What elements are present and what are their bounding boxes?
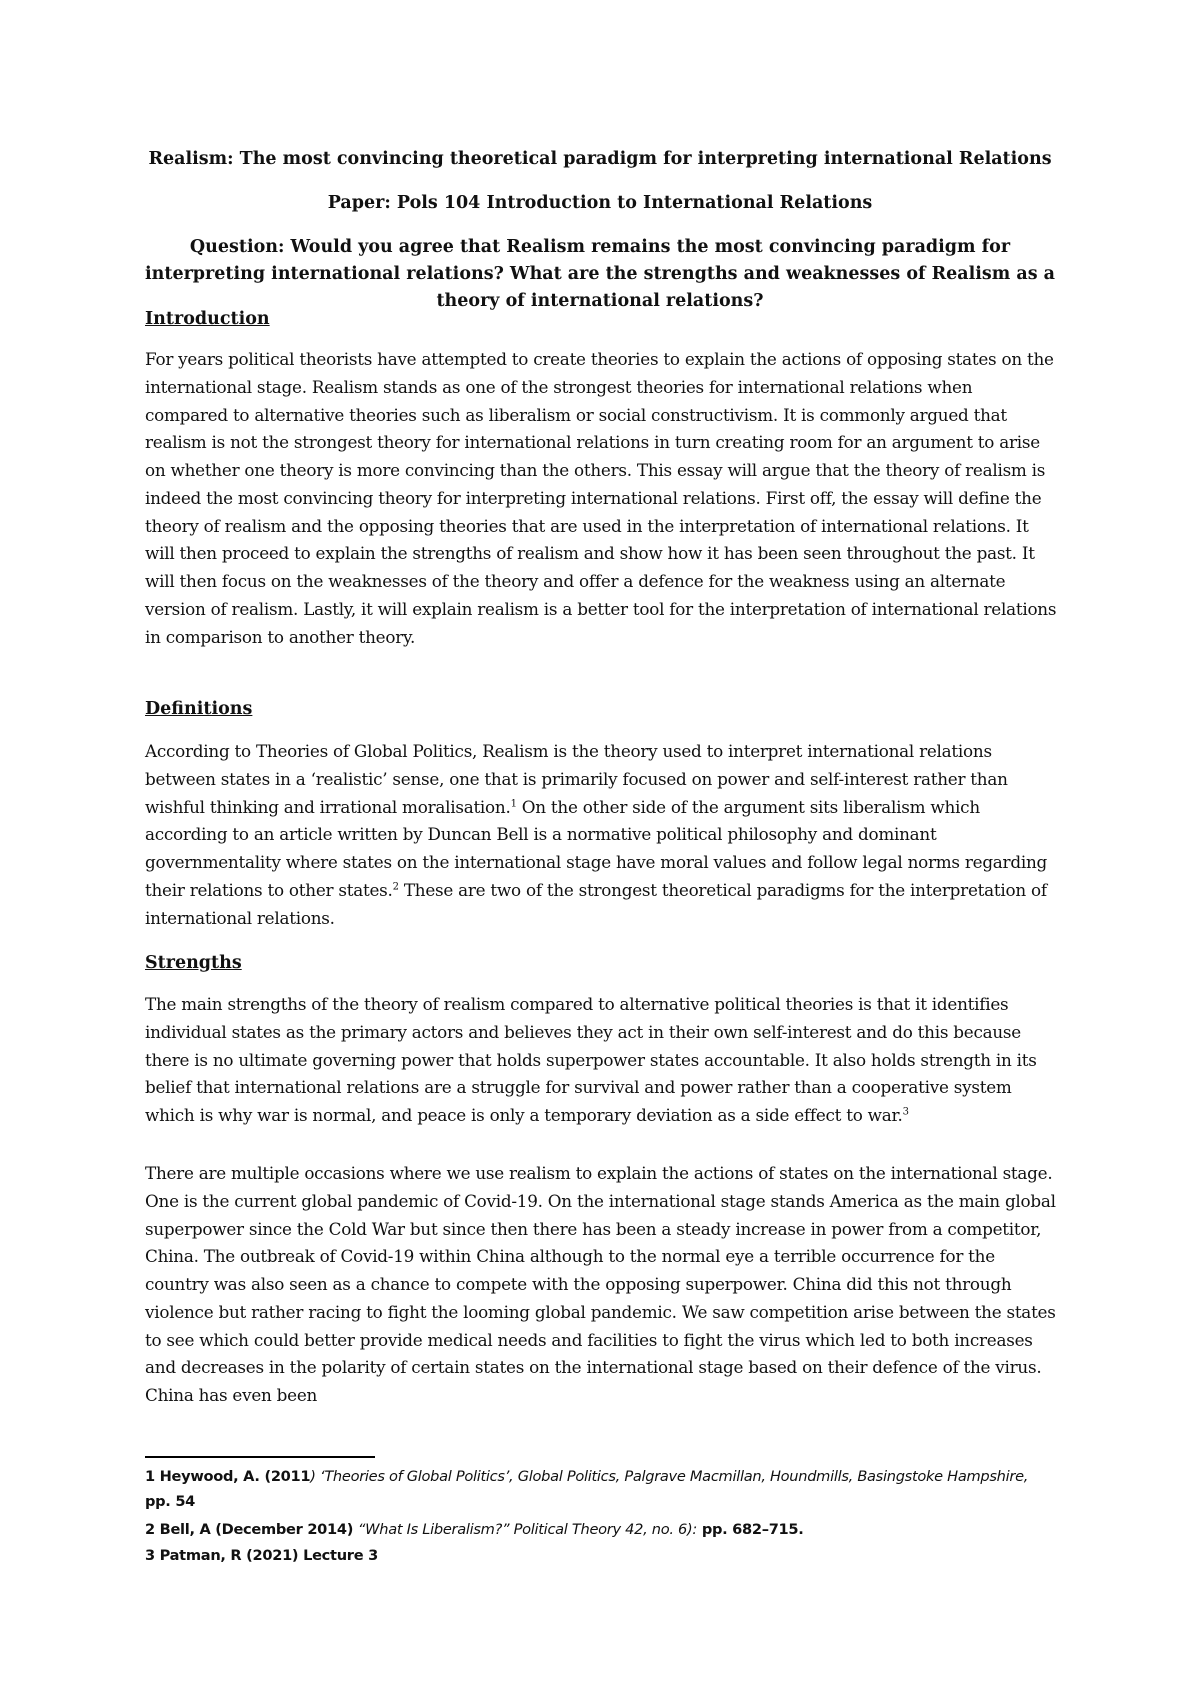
definitions-heading: Definitions [145, 699, 253, 719]
footnote-1-italic: ) ‘Theories of Global Politics’, Global Politics, Palgrave Macmillan, Houndmills, Basingstoke Hampshire, [310, 1468, 1029, 1485]
question-line: Question: Would you agree that Realism remains the most convincing paradigm for interpreting international relations? What are the strengths and weaknesses of Realism as a theory of international relations? [144, 237, 1056, 311]
definitions-paragraph [145, 738, 1057, 932]
definitions-text-3: These are two of the strongest theoretical paradigms for the interpretation of international relations. [145, 879, 1047, 928]
footnote-1-tail: pp. 54 [145, 1493, 196, 1510]
footnote-2 [145, 1517, 1057, 1542]
definitions-text-1: According to Theories of Global Politics, Realism is the theory used to interpret international relations between states in a ‘realistic’ sense, one that is primarily focused on power and self-interest rather than wishful thinking and irrational moralisation. [145, 741, 1008, 817]
strengths-text-1: The main strengths of the theory of realism compared to alternative political theories is that it identifies individual states as the primary actors and believes they act in their own self-interest and do this because there is no ultimate governing power that holds superpower states accountable. It also holds strength in its belief that international relations are a struggle for survival and power rather than a cooperative system which is why war is normal, and peace is only a temporary deviation as a side effect to war. [145, 994, 1037, 1125]
footnote-2-italic: “What Is Liberalism?” Political Theory 42, no. 6): [357, 1521, 698, 1538]
footnote-2-tail: pp. 682–715. [697, 1521, 804, 1538]
strengths-paragraph-1 [145, 991, 1057, 1130]
paper-line: Paper: Pols 104 Introduction to International Relations [327, 193, 873, 213]
footnote-1 [145, 1464, 1057, 1514]
footnote-ref-3: 3 [902, 1106, 909, 1118]
footnote-3-text: 3 Patman, R (2021) Lecture 3 [145, 1547, 378, 1564]
strengths-heading: Strengths [145, 953, 242, 973]
strengths-paragraph-2: There are multiple occasions where we use realism to explain the actions of states on the international stage. One is the current global pandemic of Covid-19. On the international stage stands America as the main global superpower since the Cold War but since then there has been a steady increase in power from a competitor, China. The outbreak of Covid-19 within China although to the normal eye a terrible occurrence for the country was also seen as a chance to compete with the opposing superpower. China did this not through violence but rather racing to fight the looming global pandemic. We saw competition arise between the states to see which could better provide medical needs and facilities to fight the virus which led to both increases and decreases in the polarity of certain states on the international stage based on their defence of the virus. China has even been [145, 1163, 1056, 1405]
footnote-1-lead: 1 Heywood, A. (2011 [145, 1468, 311, 1485]
footnote-ref-2: 2 [392, 881, 399, 893]
introduction-heading: Introduction [145, 309, 270, 329]
introduction-paragraph: For years political theorists have attempted to create theories to explain the actions of opposing states on the international stage. Realism stands as one of the strongest theories for international relations when compared to alternative theories such as liberalism or social constructivism. It is commonly argued that realism is not the strongest theory for international relations in turn creating room for an argument to arise on whether one theory is more convincing than the others. This essay will argue that the theory of realism is indeed the most convincing theory for interpreting international relations. First off, the essay will define the theory of realism and the opposing theories that are used in the interpretation of international relations. It will then proceed to explain the strengths of realism and show how it has been seen throughout the past. It will then focus on the weaknesses of the theory and offer a defence for the weakness using an alternate version of realism. Lastly, it will explain realism is a better tool for the interpretation of international relations in comparison to another theory. [145, 349, 1057, 647]
footnote-3 [145, 1543, 1057, 1568]
footnote-2-lead: 2 Bell, A (December 2014) [145, 1521, 358, 1538]
footnote-separator [145, 1456, 375, 1458]
footnote-ref-1: 1 [510, 797, 517, 809]
definitions-text-2: On the other side of the argument sits liberalism which according to an article written by Duncan Bell is a normative political philosophy and dominant governmentality where states on the international stage have moral values and follow legal norms regarding their relations to other states. [145, 796, 1047, 900]
essay-title: Realism: The most convincing theoretical paradigm for interpreting international Relations [148, 149, 1052, 169]
